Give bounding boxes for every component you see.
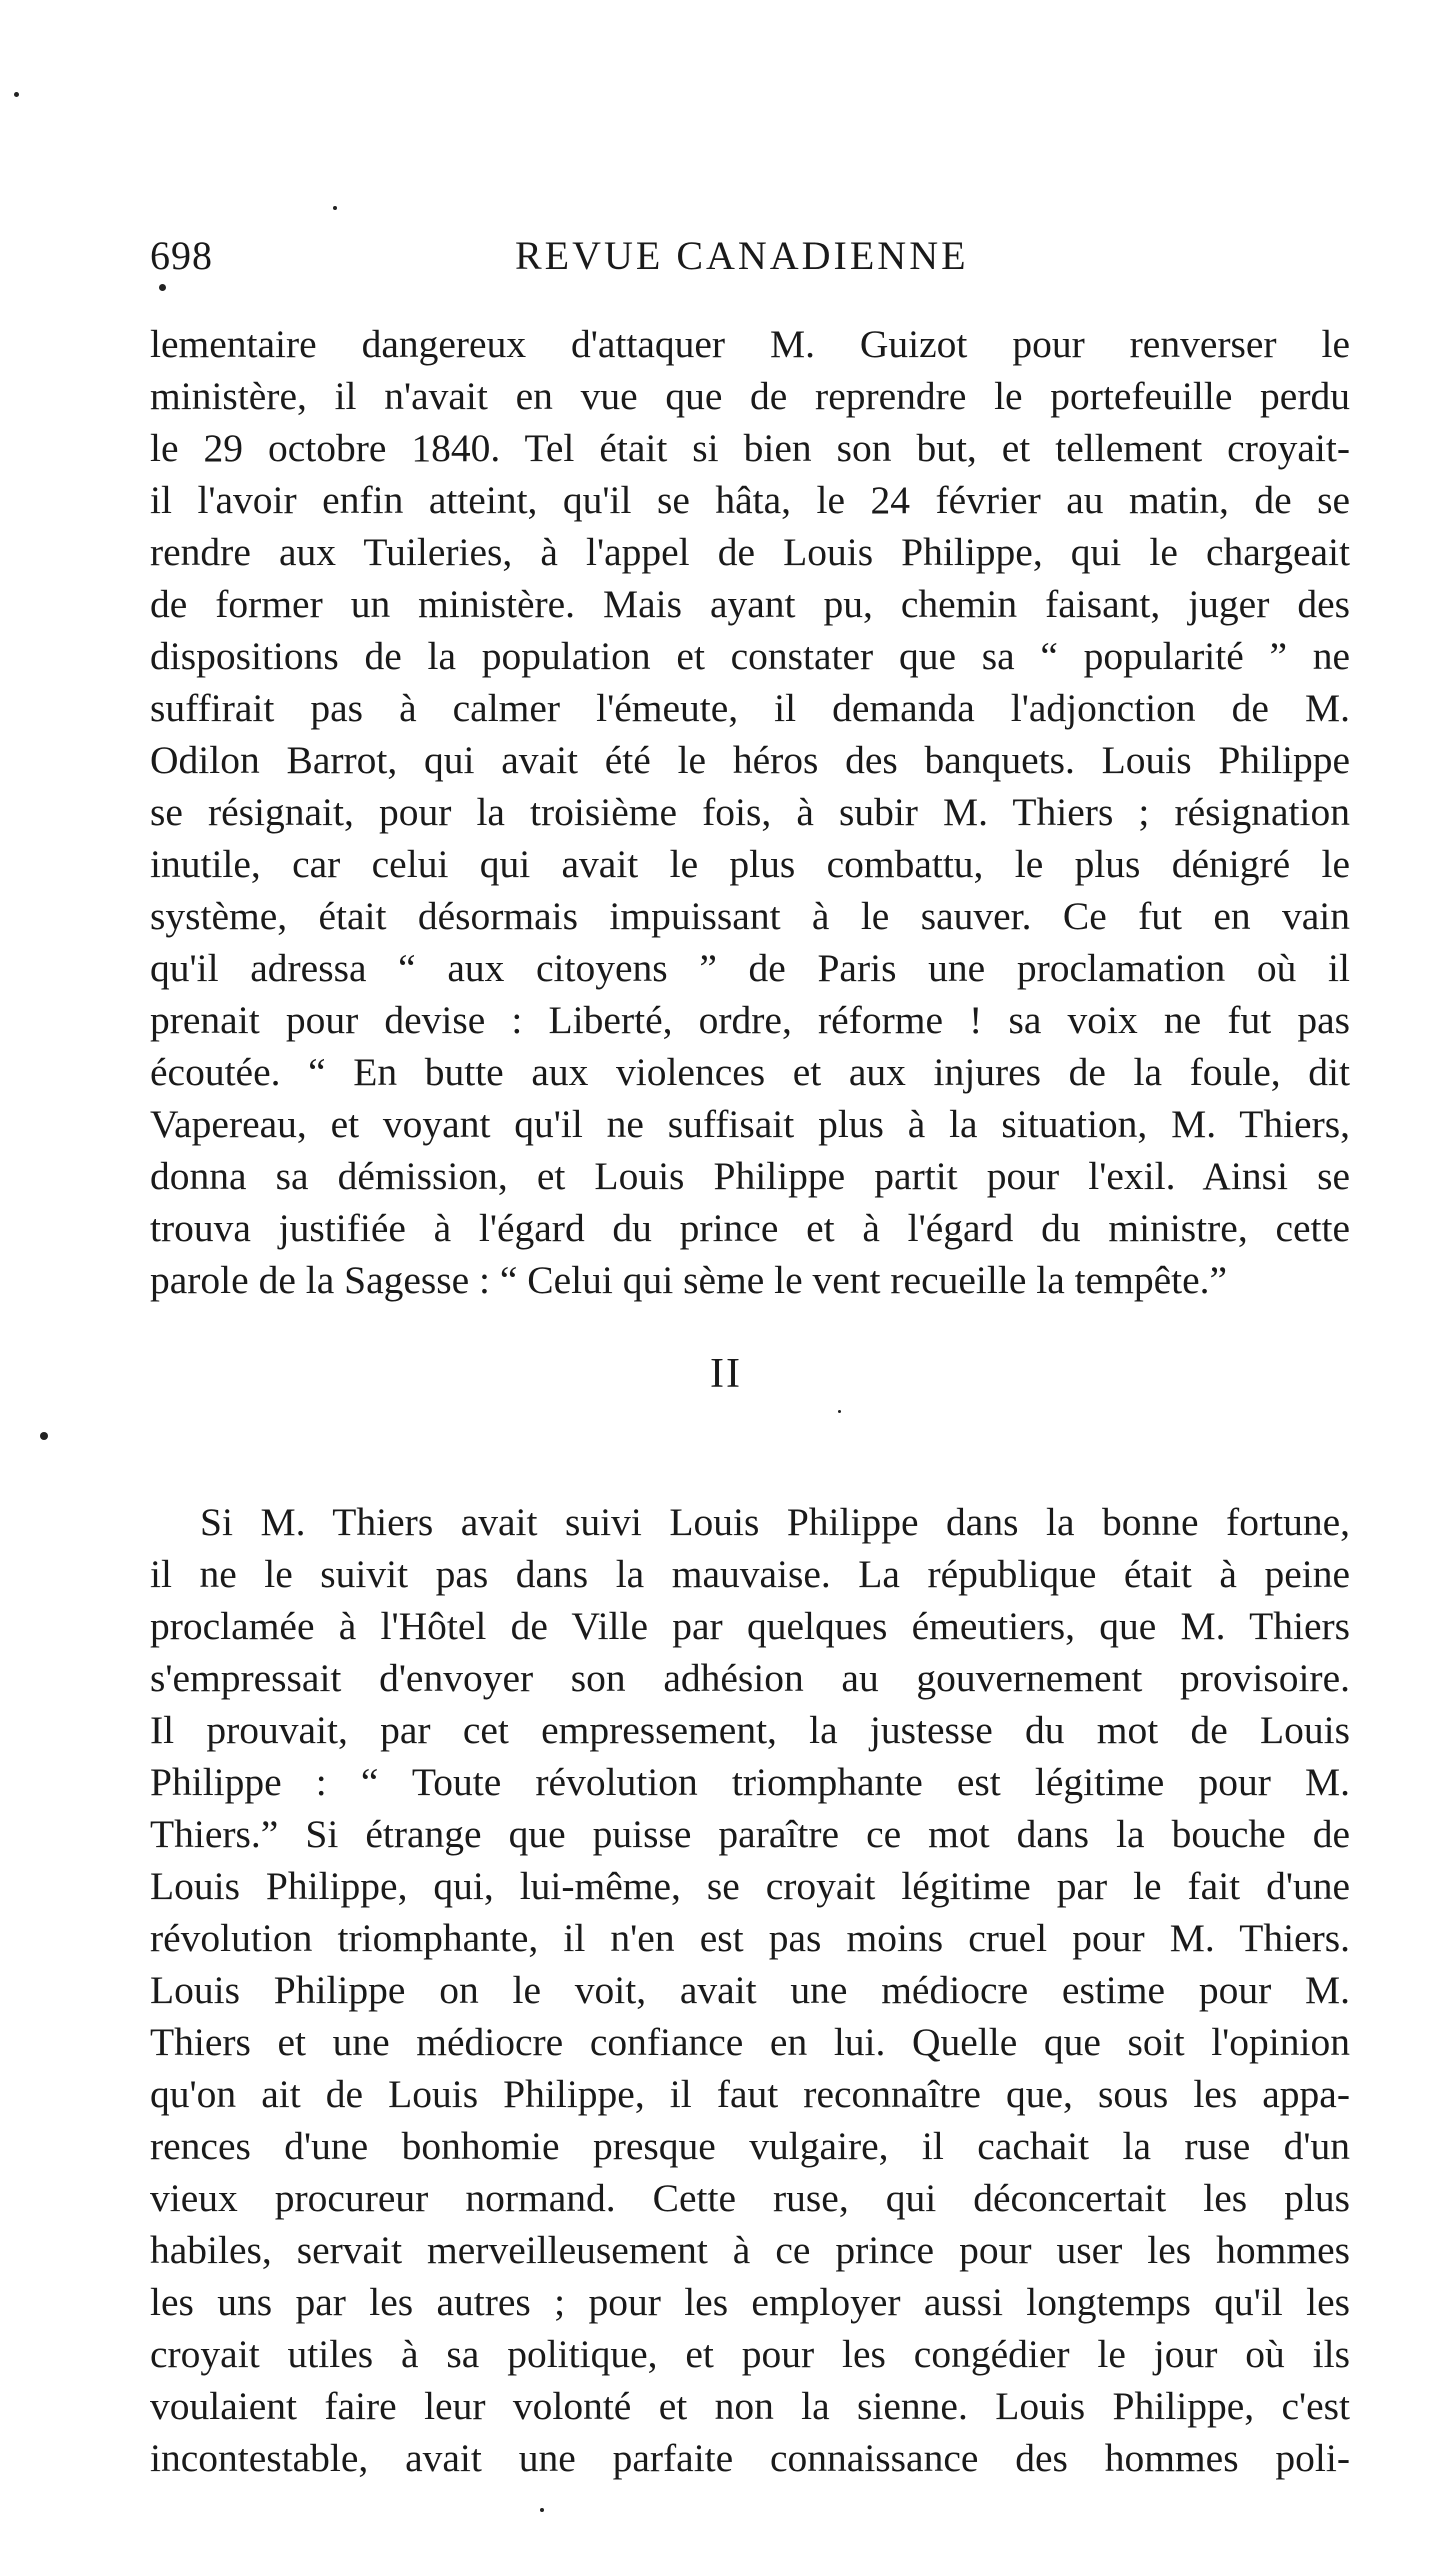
text-line: Philippe : “ Toute révolution triomphante est légitime pour M. <box>150 1760 1350 1804</box>
text-line: voulaient faire leur volonté et non la sienne. Louis Philippe, c'est <box>150 2384 1350 2428</box>
text-line: Si M. Thiers avait suivi Louis Philippe dans la bonne fortune, <box>200 1500 1350 1544</box>
text-line: Thiers.” Si étrange que puisse paraître ce mot dans la bouche de <box>150 1812 1350 1856</box>
text-line: donna sa démission, et Louis Philippe partit pour l'exil. Ainsi se <box>150 1154 1350 1198</box>
text-line: Vapereau, et voyant qu'il ne suffisait plus à la situation, M. Thiers, <box>150 1102 1350 1146</box>
text-line: lementaire dangereux d'attaquer M. Guizot pour renverser le <box>150 322 1350 366</box>
text-line: inutile, car celui qui avait le plus combattu, le plus dénigré le <box>150 842 1350 886</box>
section-number: II <box>710 1351 742 1397</box>
text-line: qu'on ait de Louis Philippe, il faut reconnaître que, sous les appa- <box>150 2072 1350 2116</box>
text-line: les uns par les autres ; pour les employer aussi longtemps qu'il les <box>150 2280 1350 2324</box>
text-line: trouva justifiée à l'égard du prince et à l'égard du ministre, cette <box>150 1206 1350 1250</box>
text-line: ministère, il n'avait en vue que de reprendre le portefeuille perdu <box>150 374 1350 418</box>
text-line: Louis Philippe, qui, lui-même, se croyait légitime par le fait d'une <box>150 1864 1350 1908</box>
header-dot <box>159 284 166 291</box>
text-line: incontestable, avait une parfaite connaissance des hommes poli- <box>150 2436 1350 2480</box>
text-line: révolution triomphante, il n'en est pas moins cruel pour M. Thiers. <box>150 1916 1350 1960</box>
text-line: s'empressait d'envoyer son adhésion au gouvernement provisoire. <box>150 1656 1350 1700</box>
page-speck <box>540 2508 544 2512</box>
text-line: de former un ministère. Mais ayant pu, chemin faisant, juger des <box>150 582 1350 626</box>
text-line: il l'avoir enfin atteint, qu'il se hâta, le 24 février au matin, de se <box>150 478 1350 522</box>
text-line: prenait pour devise : Liberté, ordre, réforme ! sa voix ne fut pas <box>150 998 1350 1042</box>
page-speck <box>40 1432 48 1440</box>
text-line: rendre aux Tuileries, à l'appel de Louis Philippe, qui le chargeait <box>150 530 1350 574</box>
text-line: Thiers et une médiocre confiance en lui. Quelle que soit l'opinion <box>150 2020 1350 2064</box>
page-header <box>150 232 1350 292</box>
text-line: écoutée. “ En butte aux violences et aux injures de la foule, dit <box>150 1050 1350 1094</box>
text-line: suffirait pas à calmer l'émeute, il demanda l'adjonction de M. <box>150 686 1350 730</box>
text-line: il ne le suivit pas dans la mauvaise. La république était à peine <box>150 1552 1350 1596</box>
text-line: qu'il adressa “ aux citoyens ” de Paris une proclamation où il <box>150 946 1350 990</box>
text-line: Louis Philippe on le voit, avait une médiocre estime pour M. <box>150 1968 1350 2012</box>
text-line: le 29 octobre 1840. Tel était si bien son but, et tellement croyait- <box>150 426 1350 470</box>
text-line: croyait utiles à sa politique, et pour les congédier le jour où ils <box>150 2332 1350 2376</box>
page-speck <box>333 206 337 210</box>
text-line: habiles, servait merveilleusement à ce prince pour user les hommes <box>150 2228 1350 2272</box>
text-line: rences d'une bonhomie presque vulgaire, il cachait la ruse d'un <box>150 2124 1350 2168</box>
page-speck <box>14 92 19 97</box>
text-line: Il prouvait, par cet empressement, la justesse du mot de Louis <box>150 1708 1350 1752</box>
page-number: 698 <box>150 233 213 278</box>
text-line: dispositions de la population et constater que sa “ popularité ” ne <box>150 634 1350 678</box>
text-line: parole de la Sagesse : “ Celui qui sème le vent recueille la tempête.” <box>150 1258 1228 1302</box>
text-line: Odilon Barrot, qui avait été le héros des banquets. Louis Philippe <box>150 738 1350 782</box>
text-line: vieux procureur normand. Cette ruse, qui déconcertait les plus <box>150 2176 1350 2220</box>
running-title: REVUE CANADIENNE <box>515 233 969 278</box>
text-line: proclamée à l'Hôtel de Ville par quelques émeutiers, que M. Thiers <box>150 1604 1350 1648</box>
text-line: se résignait, pour la troisième fois, à subir M. Thiers ; résignation <box>150 790 1350 834</box>
text-line: système, était désormais impuissant à le sauver. Ce fut en vain <box>150 894 1350 938</box>
page-speck <box>838 1410 841 1413</box>
